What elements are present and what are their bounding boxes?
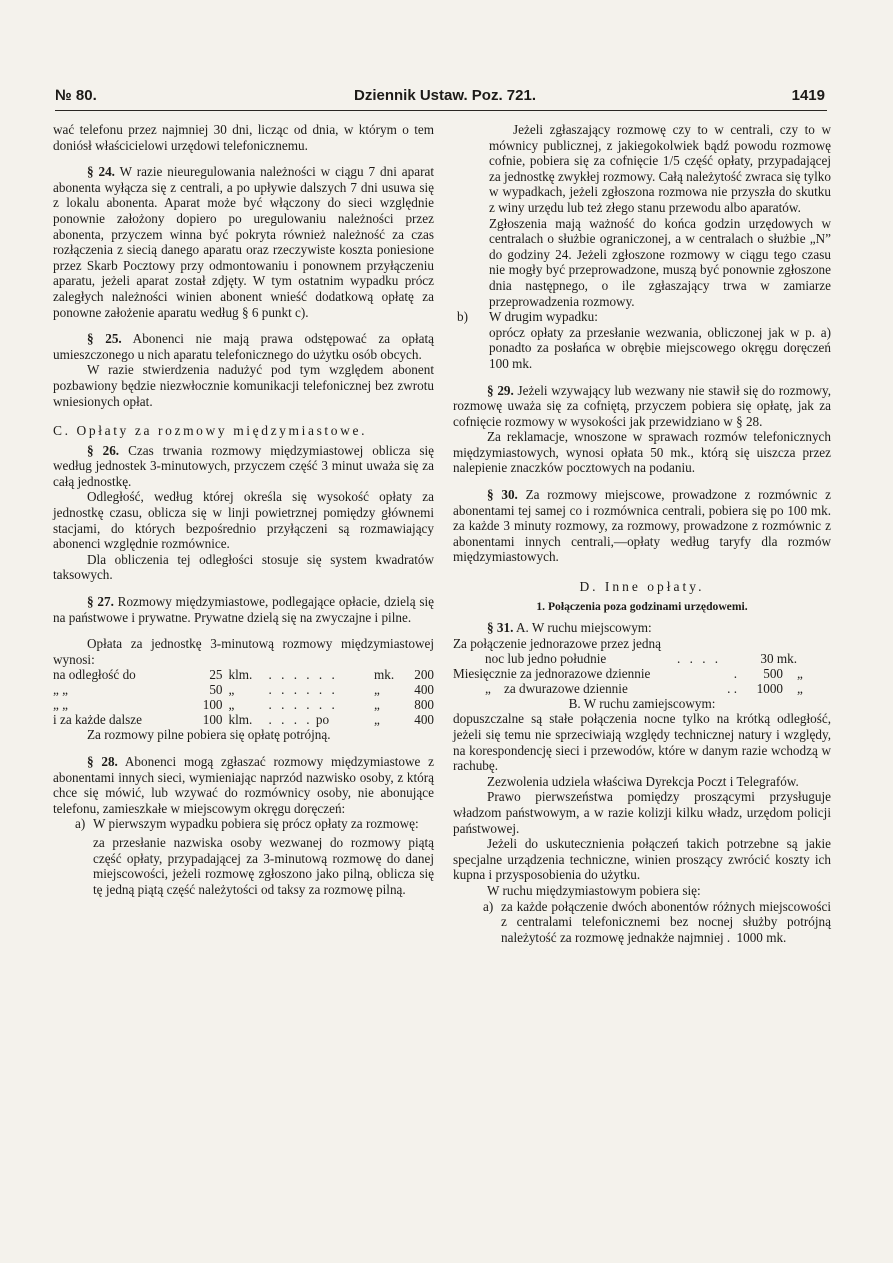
- paragraph: Prawo pierwszeństwa pomiędzy proszącymi przysługuje władzom państwowym, a w razie kolizji kilku władz, urzędom policji państwowej.: [453, 789, 831, 836]
- left-column: [53, 122, 434, 897]
- list-text: W drugim wypadku:: [489, 309, 598, 325]
- list-value: 1000 mk.: [736, 929, 787, 945]
- section-number: § 31.: [487, 620, 514, 636]
- rate-prefix: „ „: [53, 682, 69, 698]
- rate-prefix: „ „: [53, 697, 69, 713]
- leader-dots: . .: [727, 680, 737, 696]
- section-30: [453, 487, 831, 565]
- list-text: W pierwszym wypadku pobiera się prócz opłaty za rozmowę:: [93, 816, 419, 832]
- rate-prefix: i za każde dalsze: [53, 712, 142, 728]
- rate-po: po: [315, 712, 330, 728]
- fee-row: [453, 681, 831, 696]
- fee-label-cell: [453, 681, 677, 696]
- subheading: 1. Połączenia poza godzinami urzędowemi.: [536, 599, 748, 613]
- continuation-paragraph: wać telefonu przez najmniej 30 dni, licząc od dnia, w którym o tem doniósł właścicielowi urzędowi telefonicznemu.: [53, 122, 434, 153]
- section-text: Czas trwania rozmowy międzymiastowej oblicza się według jednostek 3-minutowych, przyczem część 3 minut uważa się za całą jednostkę.: [53, 442, 435, 489]
- section-26: [53, 443, 434, 490]
- leader-dots: . . . . . .: [268, 682, 338, 698]
- paragraph: Za reklamacje, wnoszone w sprawach rozmów telefonicznych międzymiastowych, wynosi opłata 50 mk., którą się uiszcza przez nalepienie znaczków pocztowych na podaniu.: [453, 429, 831, 476]
- section-text: Abonenci mogą zgłaszać rozmowy międzymiastowe z abonentami innych sieci, wymieniając naprzód nazwisko osoby, z którą chce się mówić, lub wzywać do rozmównicy osoby, nie abonujące telefonu, zamieszkałe w miejscowym okręgu doręczeń:: [53, 754, 434, 816]
- paragraph: Jeżeli do uskutecznienia połączeń takich potrzebne są jakie specjalne urządzenia techniczne, winien proszący zwrócić koszty ich kupna i przysposobienia do użytku.: [453, 836, 831, 883]
- leader-dots: . . . . . .: [268, 697, 338, 713]
- rate-row: [53, 712, 434, 727]
- fee-label: Miesięcznie za jednorazowe dziennie: [453, 665, 651, 681]
- section-number: § 28.: [87, 754, 118, 769]
- list-label: a): [483, 898, 494, 914]
- paragraph: Odległość, według której określa się wysokość opłaty za jednostkę czasu, oblicza się w linji powietrznej pomiędzy głównemi stacjami, do których bezpośrednio przyłączeni są rozmawiający abonenci względnie rozmównice.: [53, 489, 434, 552]
- list-label: a): [75, 816, 86, 832]
- rate-row: [53, 667, 434, 682]
- list-item-a: [483, 899, 831, 946]
- paragraph: Zgłoszenia mają ważność do końca godzin urzędowych w centralach o służbie ograniczonej, a w centralach o służbie „N” do godziny 24. Jeżeli zgłoszone rozmowy w ciągu tego czasu nie mogły być przeprowadzone, muszą być ponownie zgłoszone dnia następnego, o ile zgłaszający trwa w zamiarze przeprowadzenia rozmowy.: [489, 215, 831, 309]
- subsection-b: B. W ruchu zamiejscowym:: [568, 695, 716, 711]
- section-text: A. W ruchu miejscowym:: [515, 620, 652, 636]
- list-label: b): [457, 309, 468, 325]
- paragraph: W razie stwierdzenia nadużyć pod tym względem abonent pozbawiony będzie niezwłocznie komunikacji telefonicznej bez zwrotu wniesionych opłat.: [53, 362, 434, 409]
- list-subtext: oprócz opłaty za przesłanie wezwania, obliczonej jak w p. a) ponadto za posłańca w obrębie miejscowego okręgu doręczeń 100 mk.: [489, 324, 831, 371]
- list-text: [501, 899, 831, 946]
- paragraph: Dla obliczenia tej odległości stosuje się system kwadratów taksowych.: [53, 551, 434, 583]
- section-text: Za rozmowy miejscowe, prowadzone z rozmównic z abonentami tej samej co i rozmównica centrali, pobiera się po 100 mk. za każde 3 minuty rozmowy, za rozmowy, prowadzone z rozmównic z abonentami innych centrali,—opłaty według taryfy dla rozmów międzymiastowych.: [453, 487, 832, 565]
- paragraph: Zezwolenia udziela właściwa Dyrekcja Poczt i Telegrafów.: [487, 773, 799, 789]
- leader-dots: . . . .: [268, 712, 313, 728]
- fee-ditto: „: [797, 665, 803, 681]
- paragraph: Jeżeli zgłaszający rozmowę czy to w centrali, czy to w mównicy publicznej, z jakiegokolwiek bądź powodu rozmowę cofnie, pobiera się za cofnięcie 1/5 część opłaty, przypadającej za jednostkę zwykłej rozmowy. Całą należytość zwraca się tylko w wypadkach, jeżeli zgłoszona rozmowa nie przyszła do skutku z winy urzędu lub też złego stanu przewodu albo aparatów.: [489, 122, 831, 215]
- rate-value: 800: [414, 697, 434, 713]
- chapter-heading-d: D. Inne opłaty.: [579, 579, 705, 595]
- page-header: [55, 87, 825, 109]
- section-number: § 25.: [87, 331, 122, 347]
- fee-value: 30 mk.: [760, 650, 797, 666]
- rate-row: [53, 682, 434, 697]
- rate-value: 400: [414, 682, 434, 698]
- rate-table: [53, 667, 434, 727]
- section-29: [453, 383, 831, 430]
- leader-dots: .: [733, 665, 737, 681]
- list-text-body: za każde połączenie dwóch abonentów różnych miejscowości z centralami telefonicznemi bez nocnej służby potrójną należytość za rozmowę jednakże najmniej: [501, 898, 831, 945]
- rate-distance: 50: [209, 682, 223, 698]
- section-number: § 24.: [87, 164, 115, 180]
- rate-row: [53, 697, 434, 712]
- paragraph: dopuszczalne są stałe połączenia nocne tylko na krótką odległość, jeżeli się temu nie sprzeciwiają względy technicznej natury i względy, na korespondencję sieci i przewodów, które w danym razie wchodzą w rachubę.: [453, 711, 831, 774]
- section-text: Jeżeli wzywający lub wezwany nie stawił się do rozmowy, rozmowę uważa się za cofniętą, przyczem pobiera się opłatę, jak za cofnięcie rozmowy w wysokości jak przewidziano w § 28.: [453, 382, 832, 429]
- rate-value: 400: [414, 712, 434, 728]
- continued-item-a: [453, 122, 831, 309]
- fee-label: noc lub jedno południe: [485, 650, 607, 666]
- rate-value: 200: [414, 667, 434, 683]
- rate-unit: „: [228, 682, 235, 698]
- header-rule: [55, 110, 827, 111]
- fee-row: [453, 636, 831, 651]
- issue-number: № 80.: [55, 87, 97, 104]
- list-item-b: [457, 309, 831, 371]
- section-text: W razie nieuregulowania należności w ciągu 7 dni aparat abonenta wyłącza się z centrali, a po upływie dalszych 7 dni usuwa się z lokalu abonenta. Aparat może być włączony do sieci względnie ponownie założony dopiero po uregulowaniu należności przez abonenta, przyczem winna być pokryta również należność za czas rozłączenia z siecią danego aparatu oraz rzeczywiste koszta poniesione przez Skarb Pocztowy przy odmontowaniu i ponownem przyłączeniu aparatu, jeżeli aparat został zdjęty. W tym ostatnim wypadku prócz zaległych należności winien abonent wnieść dodatkową opłatę za ponowne założenie aparatu według § 6 punkt c).: [53, 164, 434, 320]
- section-number: § 29.: [487, 382, 514, 398]
- section-27: [53, 594, 434, 625]
- fee-row: [453, 666, 831, 681]
- list-subtext: za przesłanie nazwiska osoby wezwanej do rozmowy piątą część opłaty, przypadającej za 3-minutową rozmowę do danej miejscowości, jeżeli rozmowę zgłoszono jako pilną, oblicza się tę jedną piątą część należytości od taksy za rozmowę pilną.: [93, 834, 434, 897]
- journal-title: Dziennik Ustaw. Poz. 721.: [354, 87, 536, 104]
- rate-currency: „: [374, 712, 380, 728]
- rate-unit: klm.: [228, 712, 253, 728]
- fee-ditto: „: [485, 680, 491, 696]
- section-28: [53, 754, 434, 816]
- section-number: § 27.: [87, 594, 114, 610]
- section-number: § 26.: [87, 442, 120, 458]
- section-number: § 30.: [487, 487, 518, 503]
- leader-dots: .: [726, 929, 734, 945]
- fee-value: 1000: [756, 680, 783, 696]
- section-text: Abonenci nie mają prawa odstępować za opłatą umieszczonego u nich aparatu telefonicznego do użytku osób obcych.: [53, 331, 435, 362]
- leader-dots: . . . . . .: [268, 667, 338, 683]
- fee-label: za dwurazowe dziennie: [504, 680, 628, 696]
- fee-label: Za połączenie jednorazowe przez jedną: [453, 635, 661, 651]
- right-column: [453, 122, 831, 945]
- rate-distance: 25: [209, 667, 223, 683]
- fee-ditto: „: [797, 680, 803, 696]
- rate-each: [269, 712, 375, 727]
- paragraph: Opłata za jednostkę 3-minutową rozmowy międzymiastowej wynosi:: [53, 636, 434, 667]
- fee-value: 500: [763, 665, 783, 681]
- section-31: [453, 620, 831, 636]
- leader-dots: . . . .: [677, 650, 722, 666]
- fee-table: [453, 636, 831, 696]
- section-24: [53, 164, 434, 320]
- rate-distance: 100: [202, 712, 223, 728]
- paragraph: Za rozmowy pilne pobiera się opłatę potrójną.: [87, 727, 331, 743]
- rate-currency: „: [374, 682, 380, 698]
- rate-prefix: na odległość do: [53, 667, 136, 683]
- fee-spacer: [797, 651, 831, 666]
- rate-currency: mk.: [374, 667, 395, 683]
- rate-unit: „: [228, 697, 235, 713]
- section-25: [53, 331, 434, 362]
- rate-currency: „: [374, 697, 380, 713]
- chapter-heading-c: C. Opłaty za rozmowy międzymiastowe.: [53, 423, 368, 439]
- paragraph: W ruchu międzymiastowym pobiera się:: [487, 882, 701, 898]
- fee-row: [453, 651, 831, 666]
- page-number: 1419: [791, 87, 825, 104]
- rate-unit: klm.: [228, 667, 253, 683]
- section-text: Rozmowy międzymiastowe, podlegające opłacie, dzielą się na państwowe i prywatne. Prywatne dzielą się na zwyczajne i pilne.: [53, 594, 434, 625]
- rate-distance: 100: [202, 697, 223, 713]
- list-item-a: [75, 816, 434, 897]
